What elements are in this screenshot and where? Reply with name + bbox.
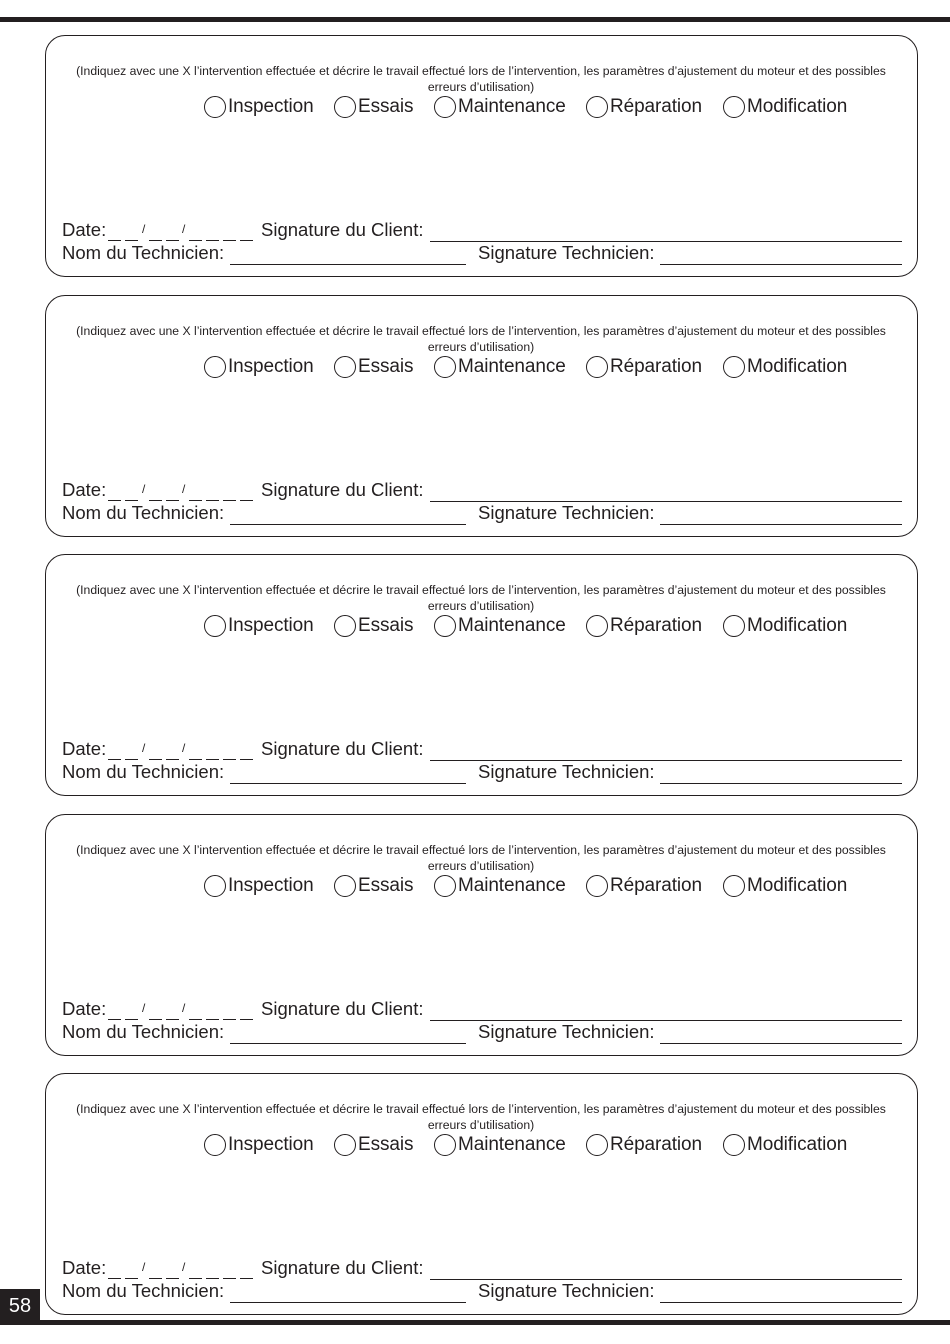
form-instructions: (Indiquez avec une X l’intervention effectuée et décrire le travail effectué lors de l’intervention, les paramètres d’ajustement du moteur et des possibles erreurs d’utilisation) xyxy=(76,324,886,354)
option-label: Modification xyxy=(747,875,848,896)
technician-name-line[interactable] xyxy=(230,783,466,784)
option-label: Essais xyxy=(358,96,414,117)
form-instructions: (Indiquez avec une X l’intervention effectuée et décrire le travail effectué lors de l’intervention, les paramètres d’ajustement du moteur et des possibles erreurs d’utilisation) xyxy=(76,583,886,613)
option-label: Essais xyxy=(358,615,414,636)
option-essais[interactable] xyxy=(334,354,413,380)
technician-name-line[interactable] xyxy=(230,524,466,525)
option-label: Modification xyxy=(747,356,848,377)
intervention-type-options xyxy=(46,94,919,120)
option-essais[interactable] xyxy=(334,1132,413,1158)
radio-circle-icon[interactable] xyxy=(586,1134,608,1156)
option-label: Inspection xyxy=(228,1134,314,1155)
intervention-form-5 xyxy=(45,1073,918,1315)
technician-name-line[interactable] xyxy=(230,1302,466,1303)
date-client-row xyxy=(62,998,902,1022)
radio-circle-icon[interactable] xyxy=(586,615,608,637)
technician-signature-label: Signature Technicien: xyxy=(478,761,655,782)
option-label: Inspection xyxy=(228,356,314,377)
radio-circle-icon[interactable] xyxy=(434,96,456,118)
option-label: Modification xyxy=(747,96,848,117)
option-label: Maintenance xyxy=(458,356,566,377)
option-label: Inspection xyxy=(228,96,314,117)
option-label: Maintenance xyxy=(458,96,566,117)
intervention-type-options xyxy=(46,354,919,380)
technician-signature-label: Signature Technicien: xyxy=(478,242,655,263)
date-field[interactable]: / / xyxy=(108,998,258,1022)
radio-circle-icon[interactable] xyxy=(723,615,745,637)
option-inspection[interactable] xyxy=(204,354,314,380)
option-essais[interactable] xyxy=(334,613,413,639)
intervention-type-options xyxy=(46,613,919,639)
option-reparation[interactable] xyxy=(586,873,702,899)
option-maintenance[interactable] xyxy=(434,354,566,380)
technician-signature-label: Signature Technicien: xyxy=(478,1280,655,1301)
option-label: Réparation xyxy=(610,356,702,377)
radio-circle-icon[interactable] xyxy=(434,615,456,637)
option-maintenance[interactable] xyxy=(434,613,566,639)
option-modification[interactable] xyxy=(723,873,847,899)
option-label: Maintenance xyxy=(458,615,566,636)
radio-circle-icon[interactable] xyxy=(204,356,226,378)
technician-name-label: Nom du Technicien: xyxy=(62,1280,225,1301)
option-maintenance[interactable] xyxy=(434,1132,566,1158)
technician-row xyxy=(62,502,902,526)
radio-circle-icon[interactable] xyxy=(204,1134,226,1156)
radio-circle-icon[interactable] xyxy=(334,356,356,378)
intervention-form-3 xyxy=(45,554,918,796)
radio-circle-icon[interactable] xyxy=(204,615,226,637)
option-label: Réparation xyxy=(610,875,702,896)
option-label: Réparation xyxy=(610,1134,702,1155)
intervention-type-options xyxy=(46,873,919,899)
radio-circle-icon[interactable] xyxy=(334,1134,356,1156)
date-label: Date: xyxy=(62,479,107,500)
date-client-row xyxy=(62,1257,902,1281)
technician-signature-line[interactable] xyxy=(660,1302,902,1303)
technician-signature-line[interactable] xyxy=(660,524,902,525)
radio-circle-icon[interactable] xyxy=(204,875,226,897)
date-client-row xyxy=(62,479,902,503)
option-label: Inspection xyxy=(228,615,314,636)
option-maintenance[interactable] xyxy=(434,94,566,120)
radio-circle-icon[interactable] xyxy=(334,875,356,897)
client-signature-label: Signature du Client: xyxy=(261,219,424,240)
option-label: Modification xyxy=(747,1134,848,1155)
option-label: Essais xyxy=(358,356,414,377)
intervention-form-4 xyxy=(45,814,918,1056)
client-signature-label: Signature du Client: xyxy=(261,738,424,759)
option-essais[interactable] xyxy=(334,94,413,120)
option-inspection[interactable] xyxy=(204,1132,314,1158)
technician-name-label: Nom du Technicien: xyxy=(62,761,225,782)
option-modification[interactable] xyxy=(723,613,847,639)
radio-circle-icon[interactable] xyxy=(434,1134,456,1156)
option-reparation[interactable] xyxy=(586,1132,702,1158)
option-label: Réparation xyxy=(610,96,702,117)
intervention-form-2 xyxy=(45,295,918,537)
radio-circle-icon[interactable] xyxy=(723,1134,745,1156)
option-modification[interactable] xyxy=(723,1132,847,1158)
option-reparation[interactable] xyxy=(586,354,702,380)
client-signature-label: Signature du Client: xyxy=(261,998,424,1019)
technician-name-label: Nom du Technicien: xyxy=(62,242,225,263)
option-label: Essais xyxy=(358,1134,414,1155)
radio-circle-icon[interactable] xyxy=(723,356,745,378)
radio-circle-icon[interactable] xyxy=(586,875,608,897)
form-instructions: (Indiquez avec une X l’intervention effectuée et décrire le travail effectué lors de l’intervention, les paramètres d’ajustement du moteur et des possibles erreurs d’utilisation) xyxy=(76,64,886,94)
option-label: Réparation xyxy=(610,615,702,636)
option-modification[interactable] xyxy=(723,94,847,120)
technician-signature-label: Signature Technicien: xyxy=(478,1021,655,1042)
client-signature-label: Signature du Client: xyxy=(261,479,424,500)
form-instructions: (Indiquez avec une X l’intervention effectuée et décrire le travail effectué lors de l’intervention, les paramètres d’ajustement du moteur et des possibles erreurs d’utilisation) xyxy=(76,1102,886,1132)
date-label: Date: xyxy=(62,738,107,759)
option-maintenance[interactable] xyxy=(434,873,566,899)
bottom-rule xyxy=(0,1320,950,1325)
option-modification[interactable] xyxy=(723,354,847,380)
intervention-type-options xyxy=(46,1132,919,1158)
radio-circle-icon[interactable] xyxy=(334,96,356,118)
technician-signature-line[interactable] xyxy=(660,783,902,784)
top-rule xyxy=(0,17,950,22)
option-inspection[interactable] xyxy=(204,94,314,120)
technician-name-label: Nom du Technicien: xyxy=(62,502,225,523)
option-label: Modification xyxy=(747,615,848,636)
radio-circle-icon[interactable] xyxy=(434,356,456,378)
date-field[interactable]: / / xyxy=(108,219,258,243)
technician-row xyxy=(62,1280,902,1304)
option-label: Inspection xyxy=(228,875,314,896)
option-reparation[interactable] xyxy=(586,613,702,639)
date-label: Date: xyxy=(62,219,107,240)
radio-circle-icon[interactable] xyxy=(434,875,456,897)
technician-signature-line[interactable] xyxy=(660,1043,902,1044)
option-label: Essais xyxy=(358,875,414,896)
form-instructions: (Indiquez avec une X l’intervention effectuée et décrire le travail effectué lors de l’intervention, les paramètres d’ajustement du moteur et des possibles erreurs d’utilisation) xyxy=(76,843,886,873)
date-field[interactable]: / / xyxy=(108,479,258,503)
date-field[interactable]: / / xyxy=(108,1257,258,1281)
date-field[interactable]: / / xyxy=(108,738,258,762)
radio-circle-icon[interactable] xyxy=(586,96,608,118)
option-essais[interactable] xyxy=(334,873,413,899)
radio-circle-icon[interactable] xyxy=(586,356,608,378)
technician-name-line[interactable] xyxy=(230,264,466,265)
date-client-row xyxy=(62,738,902,762)
radio-circle-icon[interactable] xyxy=(204,96,226,118)
technician-name-label: Nom du Technicien: xyxy=(62,1021,225,1042)
radio-circle-icon[interactable] xyxy=(723,96,745,118)
technician-signature-label: Signature Technicien: xyxy=(478,502,655,523)
page-number: 58 xyxy=(0,1289,40,1324)
option-inspection[interactable] xyxy=(204,613,314,639)
technician-row xyxy=(62,761,902,785)
option-inspection[interactable] xyxy=(204,873,314,899)
date-label: Date: xyxy=(62,998,107,1019)
date-client-row xyxy=(62,219,902,243)
option-label: Maintenance xyxy=(458,875,566,896)
radio-circle-icon[interactable] xyxy=(723,875,745,897)
intervention-form-1 xyxy=(45,35,918,277)
option-reparation[interactable] xyxy=(586,94,702,120)
client-signature-label: Signature du Client: xyxy=(261,1257,424,1278)
technician-name-line[interactable] xyxy=(230,1043,466,1044)
radio-circle-icon[interactable] xyxy=(334,615,356,637)
option-label: Maintenance xyxy=(458,1134,566,1155)
technician-signature-line[interactable] xyxy=(660,264,902,265)
technician-row xyxy=(62,1021,902,1045)
date-label: Date: xyxy=(62,1257,107,1278)
technician-row xyxy=(62,242,902,266)
